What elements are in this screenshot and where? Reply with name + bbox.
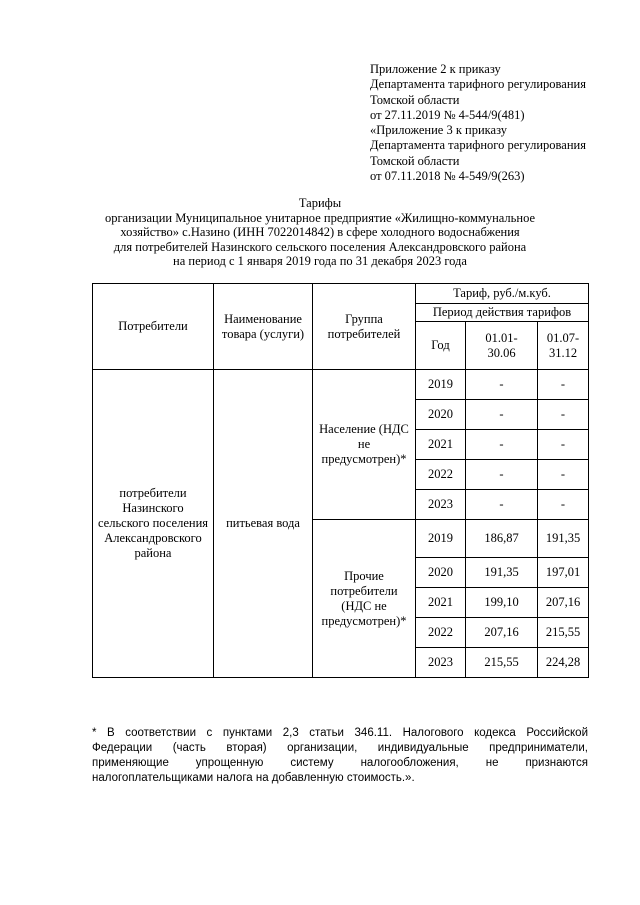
appendix-line: «Приложение 3 к приказу: [370, 123, 508, 138]
year-cell: 2020: [416, 400, 466, 430]
tariff-table: [92, 283, 589, 678]
tariff-h2-cell: -: [538, 460, 589, 490]
tariff-h1-cell: 191,35: [466, 558, 538, 588]
appendix-line: от 07.11.2018 № 4-549/9(263): [370, 169, 525, 184]
tariff-h2-cell: 215,55: [538, 618, 589, 648]
footnote-line: налогоплательщиками налога на добавленную стоимость.».: [92, 772, 415, 784]
tariff-h1-cell: -: [466, 430, 538, 460]
appendix-reference: [370, 62, 586, 184]
header-consumers: Потребители: [93, 284, 214, 370]
header-product: Наименование товара (услуги): [214, 284, 313, 370]
tariff-h1-cell: 215,55: [466, 648, 538, 678]
title-line: на период с 1 января 2019 года по 31 декабря 2023 года: [173, 254, 467, 269]
title-line: для потребителей Назинского сельского поселения Александровского района: [113, 239, 527, 254]
tariff-h1-cell: -: [466, 370, 538, 400]
appendix-line: Департамента тарифного регулирования: [370, 138, 586, 153]
year-cell: 2022: [416, 460, 466, 490]
year-cell: 2021: [416, 588, 466, 618]
footnote: [92, 726, 588, 786]
tariff-h1-cell: -: [466, 400, 538, 430]
title-line: Тарифы: [298, 196, 342, 210]
title-line: хозяйство» с.Назино (ИНН 7022014842) в сфере холодного водоснабжения: [120, 225, 520, 240]
year-cell: 2022: [416, 618, 466, 648]
tariff-h1-cell: -: [466, 460, 538, 490]
header-tariff: Тариф, руб./м.куб.: [416, 284, 589, 304]
product-cell: питьевая вода: [214, 370, 313, 678]
year-cell: 2023: [416, 648, 466, 678]
tariff-h2-cell: -: [538, 490, 589, 520]
header-period-2: 01.07- 31.12: [538, 322, 589, 370]
header-period-1: 01.01- 30.06: [466, 322, 538, 370]
consumer-cell: потребители Назинского сельского поселения Александровского района: [93, 370, 214, 678]
appendix-line: Приложение 2 к приказу: [370, 62, 501, 76]
document-title: [60, 196, 580, 269]
tariff-h1-cell: 186,87: [466, 520, 538, 558]
appendix-line: Департамента тарифного регулирования: [370, 77, 586, 92]
header-group: Группа потребителей: [313, 284, 416, 370]
year-cell: 2019: [416, 520, 466, 558]
tariff-h2-cell: -: [538, 370, 589, 400]
title-line: организации Муниципальное унитарное предприятие «Жилищно-коммунальное: [104, 210, 536, 225]
year-cell: 2021: [416, 430, 466, 460]
header-year: Год: [416, 322, 466, 370]
appendix-line: Томской области: [370, 92, 460, 107]
tariff-h2-cell: 224,28: [538, 648, 589, 678]
tariff-h2-cell: -: [538, 430, 589, 460]
year-cell: 2023: [416, 490, 466, 520]
header-period: Период действия тарифов: [416, 304, 589, 322]
tariff-h2-cell: 197,01: [538, 558, 589, 588]
group-population: Население (НДС не предусмотрен)*: [313, 370, 416, 520]
footnote-line: применяющие упрощенную систему налогообложения, не признаются: [92, 757, 588, 769]
appendix-line: от 27.11.2019 № 4-544/9(481): [370, 107, 525, 122]
appendix-line: Томской области: [370, 153, 460, 168]
year-cell: 2020: [416, 558, 466, 588]
year-cell: 2019: [416, 370, 466, 400]
group-others: Прочие потребители (НДС не предусмотрен)*: [313, 520, 416, 678]
tariff-h1-cell: 207,16: [466, 618, 538, 648]
tariff-h2-cell: 207,16: [538, 588, 589, 618]
tariff-h2-cell: 191,35: [538, 520, 589, 558]
tariff-h2-cell: -: [538, 400, 589, 430]
footnote-line: * В соответствии с пунктами 2,3 статьи 346.11. Налогового кодекса Российской: [92, 727, 588, 739]
footnote-line: Федерации (часть вторая) организации, индивидуальные предприниматели,: [92, 742, 588, 754]
tariff-h1-cell: -: [466, 490, 538, 520]
tariff-h1-cell: 199,10: [466, 588, 538, 618]
